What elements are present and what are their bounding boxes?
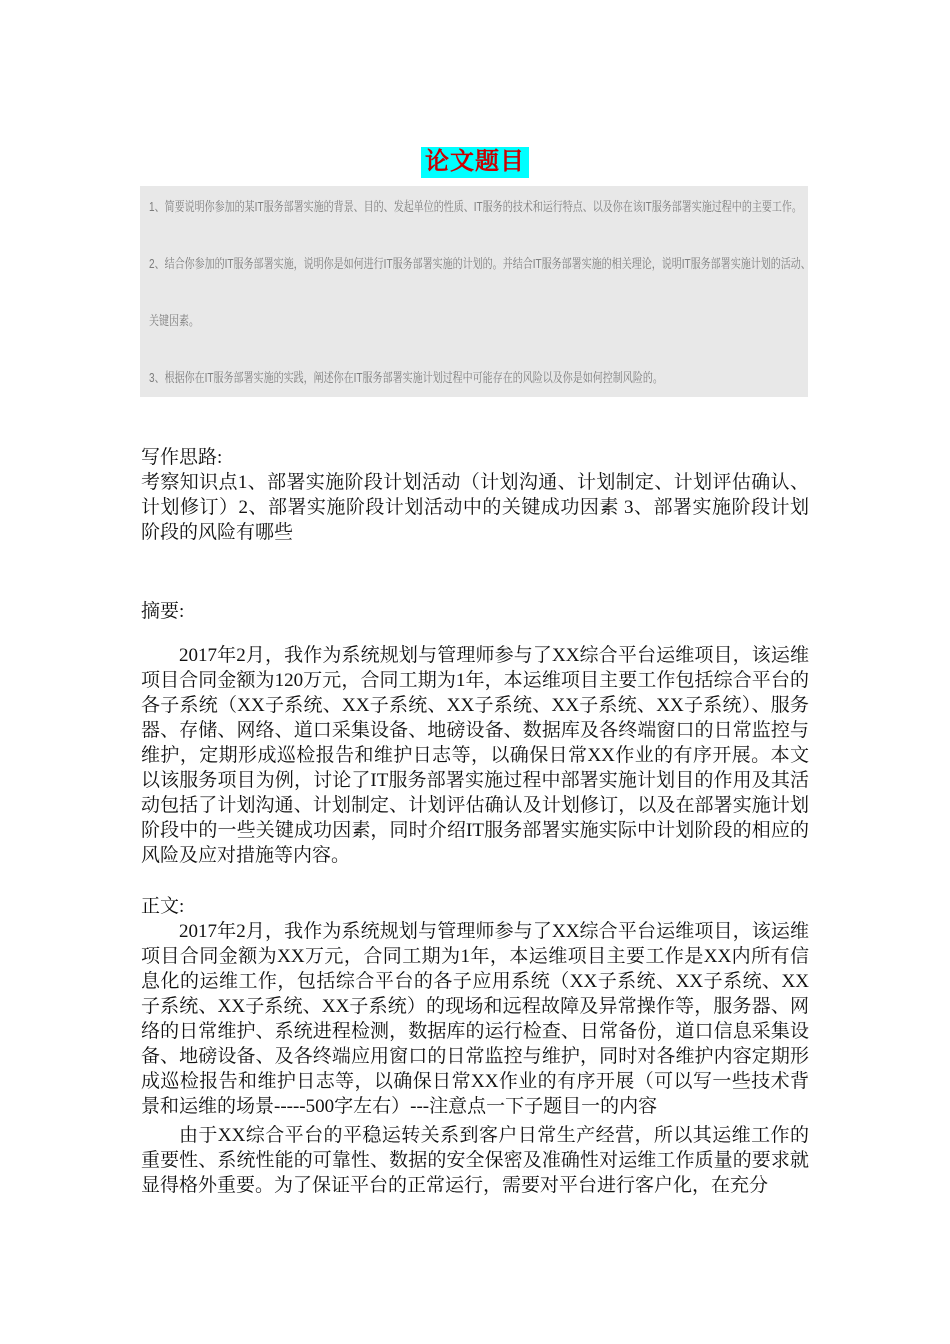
main-text-paragraph-2: 由于XX综合平台的平稳运转关系到客户日常生产经营，所以其运维工作的重要性、系统性能的可靠性、数据的安全保密及准确性对运维工作质量的要求就显得格外重要。为了保证平台的正常运行，需要对平台进行客户化，在充分 bbox=[141, 1125, 809, 1196]
question-box bbox=[140, 186, 811, 397]
title-row bbox=[0, 147, 950, 178]
abstract-paragraph: 2017年2月，我作为系统规划与管理师参与了XX综合平台运维项目，该运维项目合同金额为120万元，合同工期为1年，本运维项目主要工作包括综合平台的各子系统（XX子系统、XX子系统、XX子系统、XX子系统、XX子系统）、服务器、存储、网络、道口采集设备、地磅设备、数据库及各终端窗口的日常监控与维护，定期形成巡检报告和维护日志等，以确保日常XX作业的有序开展。本文以该服务项目为例，讨论了IT服务部署实施过程中部署实施计划目的作用及其活动包括了计划沟通、计划制定、计划评估确认及计划修订，以及在部署实施计划阶段中的一些关键成功因素，同时介绍IT服务部署实施实际中计划阶段的相应的风险及应对措施等内容。 bbox=[141, 645, 809, 866]
question-item-3: 3、根据你在IT服务部署实施的实践，阐述你在IT服务部署实施计划过程中可能存在的风险以及你是如何控制风险的。 bbox=[149, 370, 663, 385]
question-item-2: 2、结合你参加的IT服务部署实施，说明你是如何进行IT服务部署实施的计划的。并结合IT服务部署实施的相关理论，说明IT服务部署实施计划的活动、 bbox=[149, 256, 811, 271]
writing-ideas-paragraph: 考察知识点1、部署实施阶段计划活动（计划沟通、计划制定、计划评估确认、计划修订）2、部署实施阶段计划活动中的关键成功因素 3、部署实施阶段计划阶段的风险有哪些 bbox=[141, 472, 809, 543]
section-label-writing-ideas: 写作思路: bbox=[141, 447, 223, 468]
document-body bbox=[141, 445, 809, 1198]
question-item-2-continued: 关键因素。 bbox=[149, 313, 200, 328]
page-title: 论文题目 bbox=[421, 147, 529, 178]
section-label-abstract: 摘要: bbox=[141, 601, 185, 622]
main-text-paragraph-1: 2017年2月，我作为系统规划与管理师参与了XX综合平台运维项目，该运维项目合同金额为XX万元，合同工期为1年，本运维项目主要工作是XX内所有信息化的运维工作，包括综合平台的各子应用系统（XX子系统、XX子系统、XX子系统、XX子系统、XX子系统）的现场和远程故障及异常操作等，服务器、网络的日常维护、系统进程检测，数据库的运行检查、日常备份，道口信息采集设备、地磅设备、及各终端应用窗口的日常监控与维护，同时对各维护内容定期形成巡检报告和维护日志等，以确保日常XX作业的有序开展（可以写一些技术背景和运维的场景-----500字左右）---注意点一下子题目一的内容 bbox=[141, 921, 809, 1117]
section-label-main-text: 正文: bbox=[141, 896, 185, 917]
question-item-1: 1、简要说明你参加的某IT服务部署实施的背景、目的、发起单位的性质、IT服务的技术和运行特点、以及你在该IT服务部署实施过程中的主要工作。 bbox=[149, 199, 802, 214]
